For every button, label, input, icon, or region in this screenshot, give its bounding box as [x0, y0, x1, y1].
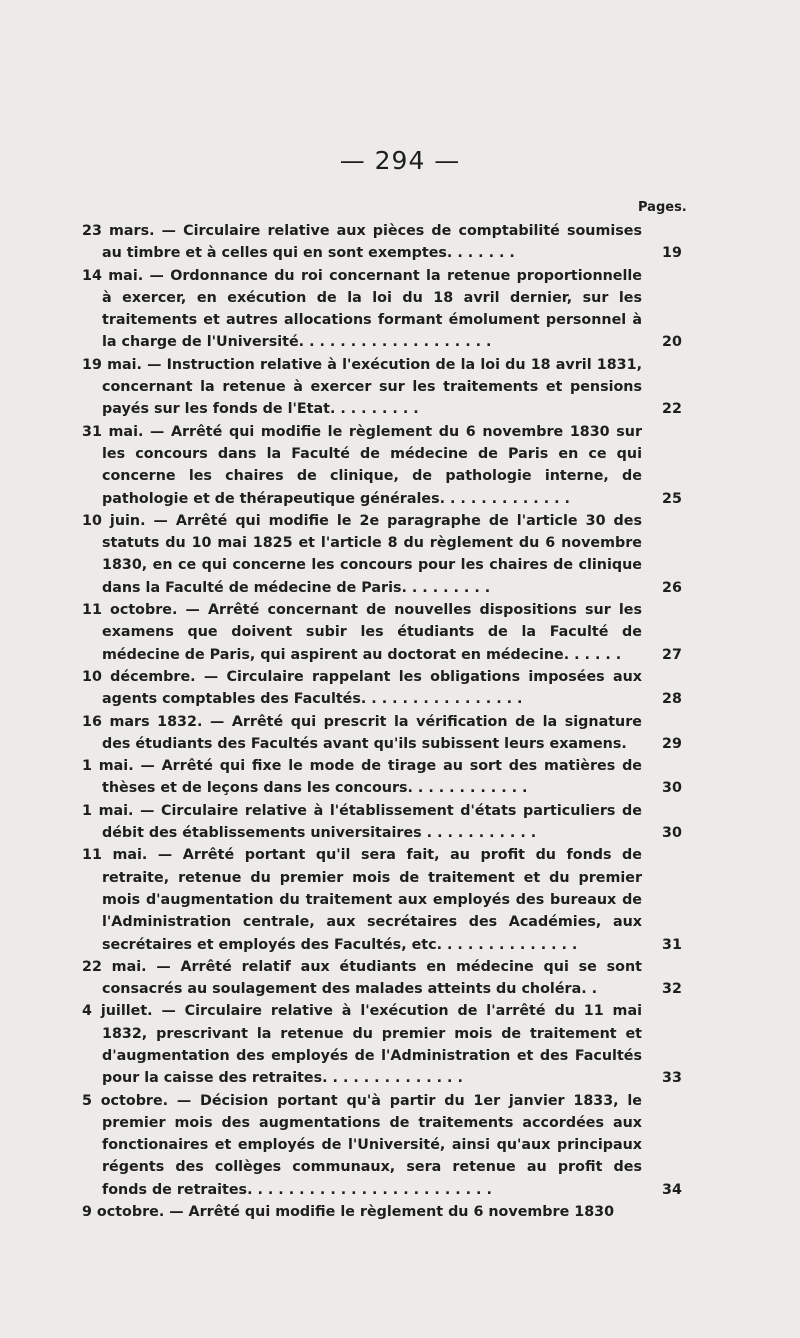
entry-text: 9 octobre. — Arrêté qui modifie le règlement du 6 novembre 1830 [82, 1204, 615, 1221]
toc-entry: 16 mars 1832. — Arrêté qui prescrit la vérification de la signature des étudiants des Facultés avant qu'ils subissent leurs examens. 29 [82, 713, 682, 752]
toc-entry: 19 mai. — Instruction relative à l'exécution de la loi du 18 avril 1831, concernant la retenue à exercer sur les traitements et pensions payés sur les fonds de l'Etat. . . . . . . . . 22 [82, 356, 682, 418]
entry-text: 14 mai. — Ordonnance du roi concernant la retenue proportionnelle à exercer, en exécution de la loi du 18 avril dernier, sur les traitements et autres allocations formant émolument personnel à la charge de l'Université. . . . . . . . . . . . . . . . . . . [82, 267, 642, 351]
toc-entry: 5 octobre. — Décision portant qu'à partir du 1er janvier 1833, le premier mois des augmentations de traitements accordées aux fonctionaires et employés de l'Université, ainsi qu'aux principaux régents des collèges communaux, sera retenue au profit des fonds de retraites. . . . . . . . . . . . . . . . . . . . . . . . 34 [82, 1092, 682, 1198]
toc-entry: 31 mai. — Arrêté qui modifie le règlement du 6 novembre 1830 sur les concours dans la Faculté de médecine de Paris en ce qui concerne les chaires de clinique, de pathologie interne, de pathologie et de thérapeutique générales. . . . . . . . . . . . . 25 [82, 423, 682, 507]
pages-column-heading: Pages. [638, 200, 687, 215]
toc-entry [82, 1201, 682, 1223]
toc-entry: 22 mai. — Arrêté relatif aux étudiants en médecine qui se sont consacrés au soulagement des malades atteints du choléra. . 32 [82, 958, 682, 998]
toc-entry: 23 mars. — Circulaire relative aux pièces de comptabilité soumises au timbre et à celles qui en sont exemptes. . . . . . . 19 [82, 223, 682, 262]
entry-text: 31 mai. — Arrêté qui modifie le règlement du 6 novembre 1830 sur les concours dans la Faculté de médecine de Paris en ce qui concerne les chaires de clinique, de pathologie interne, de pathologie et de thérapeutique générales. . . . . . . . . . . . . [82, 423, 642, 507]
entry-text: 1 mai. — Arrêté qui fixe le mode de tirage au sort des matières de thèses et de leçons dans les concours. . . . . . . . . . . . [82, 758, 642, 797]
entry-text: 11 octobre. — Arrêté concernant de nouvelles dispositions sur les examens que doivent subir les étudiants de la Faculté de médecine de Paris, qui aspirent au doctorat en médecine. . . . . . [82, 602, 642, 663]
entry-text: 23 mars. — Circulaire relative aux pièces de comptabilité soumises au timbre et à celles qui en sont exemptes. . . . . . . [82, 223, 642, 262]
entry-text: 5 octobre. — Décision portant qu'à partir du 1er janvier 1833, le premier mois des augmentations de traitements accordées aux fonctionaires et employés de l'Université, ainsi qu'aux principaux régents des collèges communaux, sera retenue au profit des fonds de retraites. . . . . . . . . . . . . . . . . . . . . . . . [82, 1092, 642, 1198]
entry-text: 11 mai. — Arrêté portant qu'il sera fait, au profit du fonds de retraite, retenue du premier mois de traitement et du premier mois d'augmentation du traitement aux employés des bureaux de l'Administration centrale, aux secrétaires des Académies, aux secrétaires et employés des Facultés, etc. . . . . . . . . . . . . . [82, 847, 642, 953]
entry-text: 1 mai. — Circulaire relative à l'établissement d'états particuliers de débit des établissements universitaires . . . . . . . . . . . [82, 802, 642, 842]
page-number: — 294 — [339, 146, 461, 175]
entry-text: 4 juillet. — Circulaire relative à l'exécution de l'arrêté du 11 mai 1832, prescrivant la retenue du premier mois de traitement et d'augmentation des employés de l'Administration et des Facultés pour la caisse des retraites. . . . . . . . . . . . . . [82, 1003, 642, 1087]
toc-entry: 4 juillet. — Circulaire relative à l'exécution de l'arrêté du 11 mai 1832, prescrivant la retenue du premier mois de traitement et d'augmentation des employés de l'Administration et des Facultés pour la caisse des retraites. . . . . . . . . . . . . . 33 [82, 1003, 682, 1087]
entry-text: 22 mai. — Arrêté relatif aux étudiants en médecine qui se sont consacrés au soulagement des malades atteints du choléra. . [82, 958, 642, 998]
entry-text: 19 mai. — Instruction relative à l'exécution de la loi du 18 avril 1831, concernant la retenue à exercer sur les traitements et pensions payés sur les fonds de l'Etat. . . . . . . . . [82, 356, 642, 418]
entry-text: 10 juin. — Arrêté qui modifie le 2e paragraphe de l'article 30 des statuts du 10 mai 1825 et l'article 8 du règlement du 6 novembre 1830, en ce qui concerne les concours pour les chaires de clinique dans la Faculté de médecine de Paris. . . . . . . . . [82, 512, 642, 596]
toc-entry: 11 octobre. — Arrêté concernant de nouvelles dispositions sur les examens que doivent subir les étudiants de la Faculté de médecine de Paris, qui aspirent au doctorat en médecine. . . . . . 27 [82, 602, 682, 663]
toc-entry: 10 juin. — Arrêté qui modifie le 2e paragraphe de l'article 30 des statuts du 10 mai 1825 et l'article 8 du règlement du 6 novembre 1830, en ce qui concerne les concours pour les chaires de clinique dans la Faculté de médecine de Paris. . . . . . . . . 26 [82, 512, 682, 596]
entry-text: 10 décembre. — Circulaire rappelant les obligations imposées aux agents comptables des Facultés. . . . . . . . . . . . . . . . [82, 668, 642, 708]
toc-entry: 14 mai. — Ordonnance du roi concernant la retenue proportionnelle à exercer, en exécution de la loi du 18 avril dernier, sur les traitements et autres allocations formant émolument personnel à la charge de l'Université. . . . . . . . . . . . . . . . . . . 20 [82, 267, 682, 351]
toc-entry: 1 mai. — Circulaire relative à l'établissement d'états particuliers de débit des établissements universitaires . . . . . . . . . . . 30 [82, 802, 682, 842]
toc-entry: 10 décembre. — Circulaire rappelant les obligations imposées aux agents comptables des Facultés. . . . . . . . . . . . . . . . 28 [82, 668, 682, 708]
toc-entry: 1 mai. — Arrêté qui fixe le mode de tirage au sort des matières de thèses et de leçons dans les concours. . . . . . . . . . . . 30 [82, 758, 682, 797]
toc-entry: 11 mai. — Arrêté portant qu'il sera fait, au profit du fonds de retraite, retenue du premier mois de traitement et du premier mois d'augmentation du traitement aux employés des bureaux de l'Administration centrale, aux secrétaires des Académies, aux secrétaires et employés des Facultés, etc. . . . . . . . . . . . . . 31 [82, 847, 682, 953]
entry-text: 16 mars 1832. — Arrêté qui prescrit la vérification de la signature des étudiants des Facultés avant qu'ils subissent leurs examens. [82, 713, 642, 752]
table-of-contents [82, 220, 682, 1223]
